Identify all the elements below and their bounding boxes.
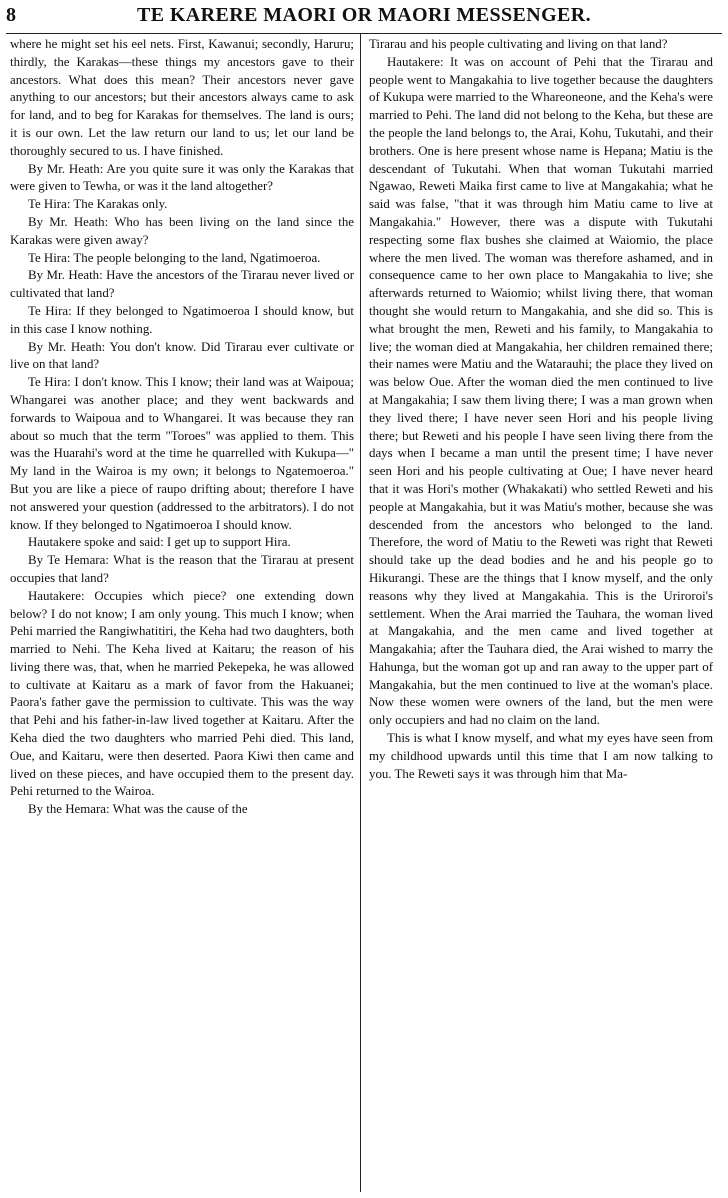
page-number: 8	[6, 4, 16, 26]
journal-title: TE KARERE MAORI OR MAORI MESSENGER.	[136, 4, 592, 26]
paragraph: Te Hira: I don't know. This I know; their land was at Waipoua; Whangarei was another place; and they went backwards and forwards to Waipoua and to Whangarei. It was because they ran about so much that the term "Toroes" was applied to them. This was the Huarahi's word at the time he quarrelled with Kukupa—" My land in the Wairoa is my own; it belongs to Ngatemoeroa." But you are like a piece of raupo drifting about; therefore I have not answered your question (addressed to the arbitrators). I do not know. If they belonged to Ngatimoeroa I should know.	[10, 375, 354, 532]
paragraph: By Mr. Heath: Are you quite sure it was only the Karakas that were given to Tewha, or was it the land altogether?	[10, 161, 354, 194]
paragraph: Te Hira: The people belonging to the land, Ngatimoeroa.	[28, 250, 321, 265]
paragraph: By Te Hemara: What is the reason that the Tirarau at present occupies that land?	[10, 553, 354, 585]
paragraph: Hautakere spoke and said: I get up to support Hira.	[28, 535, 291, 550]
paragraph: This is what I know myself, and what my eyes have seen from my childhood upwards until this time that I am now talking to you. The Reweti says it was through him that Ma-	[369, 731, 713, 781]
left-column	[6, 34, 360, 1192]
paragraph: Hautakere: It was on account of Pehi that the Tirarau and people went to Mangakahia to live together because the daughters of Kukupa were married to the Whareoneone, and the Keha's were married to Pehi. The land did not belong to the Keha, but these are the people the land belongs to, the Arai, Kohu, Tukutahi, and their brothers. One is here present whose name is Hepana; Matiu is the descendant of Tukutahi. When that woman Tukutahi married Ngawao, Reweti Maika first came to live at Mangakahia; what he said was false, "that it was through him Matiu came to live at Mangakahia." However, there was a dispute with Tukutahi respecting some flax bushes she claimed at Waiomio, the place where the men lived. The woman was therefore ashamed, and in consequence came to her own place to Mangakahia to live; she afterwards returned to Waiomio; whilst living there, that woman thought she would return to Mangakahia, and she did so. This is what brought the men, Reweti and his family, to Mangakahia to live; the woman died at Mangakahia, her children remained there; their names were Matiu and the Watarauhi; the place they lived on was below Oue. After the woman died the men continued to live at Mangakahia; I saw them living there; I was a man grown when they lived there; I have never seen Hori and his people living there; but Reweti and his people I have seen living there from the days when I became a man until the present time; I have never seen Hori and his people cultivating at Oue; I have never heard that it was Hori's mother (Whakakati) who settled Reweti and his people at Mangakahia, but it was Matiu's mother, because she was descended from the ancestors who belonged to the land. Therefore, the word of Matiu to the Reweti was right that Reweti should take up the dead bodies and he and his people go to Hikurangi. These are the things that I know myself, and the only reasons why they lived at Mangakahia. This is the Uriroroi's settlement. When the Arai married the Tauhara, the woman lived at Mangakahia, and the men came and lived together at Mangakahia; after the Tauhara died, the Arai wished to marry the Hahunga, but the woman got up and ran away to the upper part of Mangakahia, but the men continued to live at the woman's place. Now these women were owners of the land, but the men were only occupiers and had no claim on the land.	[369, 54, 713, 728]
paragraph: By Mr. Heath: Have the ancestors of the Tirarau never lived or cultivated that land?	[10, 268, 354, 301]
right-column	[361, 34, 715, 1192]
paragraph: By the Hemara: What was the cause of the	[28, 802, 248, 817]
paragraph: Hautakere: Occupies which piece? one extending down below? I do not know; I am only young. This much I know; when Pehi married the Rangiwhatitiri, the Keha had two daughters, both married to Nehi. The Keha lived at Kaitaru; the reason of his living there was, that, when he married Pekepeka, he was allowed to cultivate at Kaitaru as a mark of favor from the Hakuanei; Paora's father gave the permission to cultivate. This was the way that Pehi and his father-in-law lived together at Kaitaru. After the Keha died the two daughters who married Pehi died. This land, Oue, and Kaitaru, were then deserted. Paora Kiwi then came and lived on these pieces, and have occupied them to the present day. Pehi returned to the Wairoa.	[10, 588, 354, 799]
paragraph: By Mr. Heath: You don't know. Did Tirarau ever cultivate or live on that land?	[10, 339, 354, 372]
text-columns	[6, 34, 722, 1192]
paragraph: where he might set his eel nets. First, Kawanui; secondly, Haruru; thirdly, the Karakas—these things my ancestors gave to their ancestors. What does this mean? Their ancestors never gave anything to our ancestors; but their ancestors always came to ask for land, and to beg for Karakas for themselves. The land is ours; it is our own. Let the law return our land to us; let our land be thoroughly secured to us. I have finished.	[10, 37, 354, 158]
paragraph: Te Hira: If they belonged to Ngatimoeroa I should know, but in this case I know nothing.	[10, 303, 354, 336]
page-header	[6, 4, 722, 34]
paragraph: By Mr. Heath: Who has been living on the land since the Karakas were given away?	[10, 214, 354, 247]
paragraph: Tirarau and his people cultivating and living on that land?	[369, 37, 668, 51]
paragraph: Te Hira: The Karakas only.	[28, 197, 168, 212]
